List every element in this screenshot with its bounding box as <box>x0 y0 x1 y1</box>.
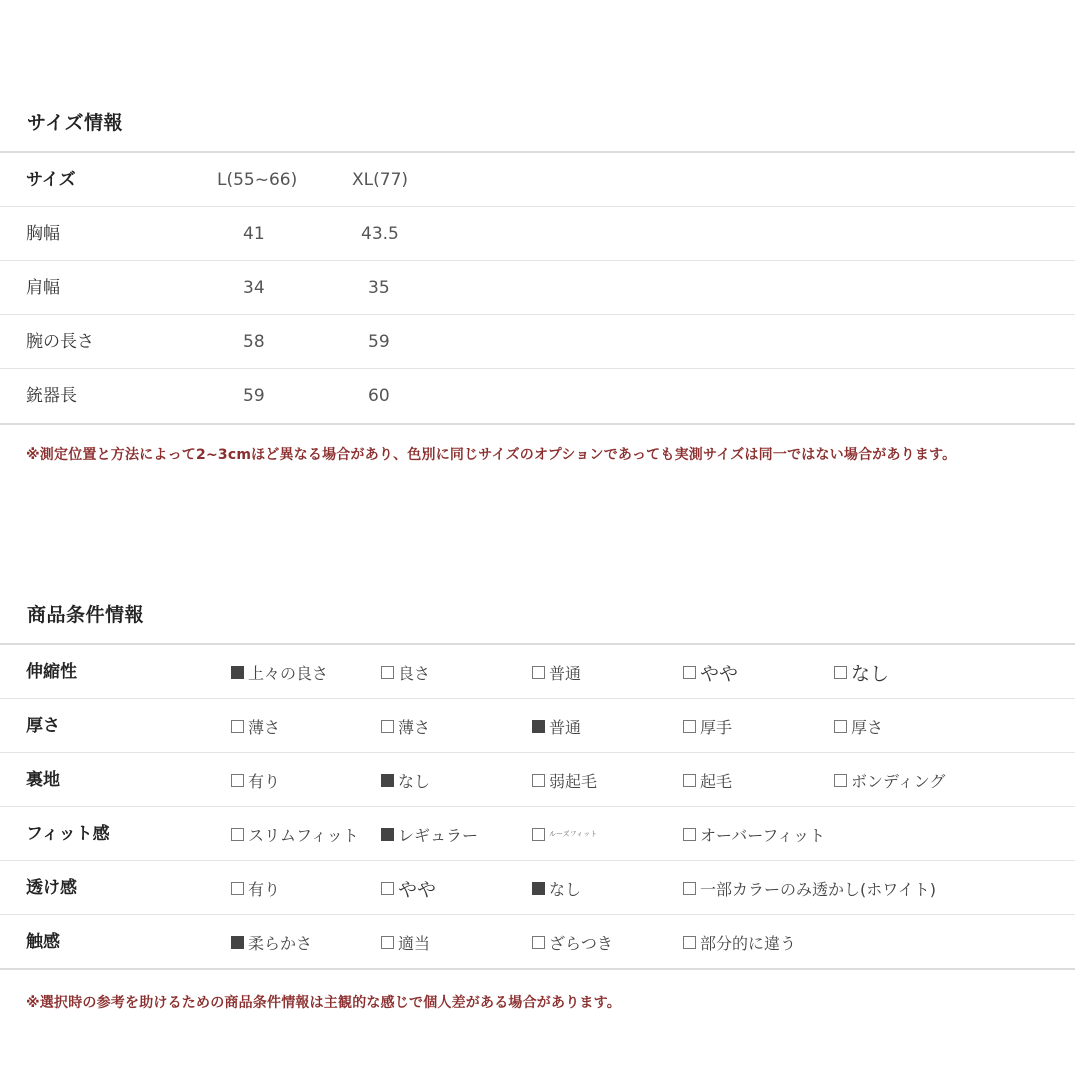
condition-row-label: 伸縮性 <box>26 662 77 682</box>
condition-option <box>532 753 597 807</box>
size-header-col2: XL(77) <box>352 170 409 190</box>
size-header-row <box>0 153 1075 207</box>
condition-option-label: 部分的に違う <box>700 933 797 953</box>
unchecked-box-icon <box>834 774 847 787</box>
size-row <box>0 369 1075 423</box>
condition-option-label: 柔らかさ <box>248 933 313 953</box>
size-row-value-l: 34 <box>243 278 265 298</box>
condition-option-label: 上々の良さ <box>248 663 329 683</box>
condition-option <box>834 645 889 699</box>
condition-option-label: 起毛 <box>700 771 733 791</box>
condition-option-label: なし <box>851 662 890 685</box>
condition-option <box>834 753 945 807</box>
condition-option <box>683 753 732 807</box>
checked-box-icon <box>231 666 244 679</box>
condition-option <box>532 915 613 969</box>
condition-option <box>834 699 883 753</box>
size-row-value-xl: 43.5 <box>361 224 399 244</box>
unchecked-box-icon <box>834 666 847 679</box>
size-row <box>0 207 1075 261</box>
size-row-label: 銃器長 <box>26 386 77 406</box>
condition-option-label: オーバーフィット <box>700 825 826 845</box>
condition-option <box>231 645 328 699</box>
size-row-value-l: 59 <box>243 386 265 406</box>
unchecked-box-icon <box>532 666 545 679</box>
size-row-value-xl: 35 <box>368 278 390 298</box>
checked-box-icon <box>532 882 545 895</box>
condition-option-label: 薄さ <box>398 717 431 737</box>
condition-option <box>231 753 280 807</box>
size-row <box>0 315 1075 369</box>
condition-option <box>381 753 430 807</box>
condition-option <box>532 807 597 861</box>
condition-option-label: 普通 <box>549 663 582 683</box>
size-row-label: 肩幅 <box>26 278 60 298</box>
condition-row-label: 透け感 <box>26 878 77 898</box>
unchecked-box-icon <box>532 828 545 841</box>
unchecked-box-icon <box>683 774 696 787</box>
condition-option <box>532 861 581 915</box>
condition-option-label: スリムフィット <box>248 825 359 845</box>
size-row-label: 胸幅 <box>26 224 60 244</box>
condition-option-label: ざらつき <box>549 933 613 953</box>
condition-row <box>0 807 1075 861</box>
condition-option-label: 有り <box>248 771 281 791</box>
condition-option-label: なし <box>549 879 582 899</box>
condition-option <box>683 861 936 915</box>
unchecked-box-icon <box>683 936 696 949</box>
unchecked-box-icon <box>231 720 244 733</box>
condition-section-title: 商品条件情報 <box>27 604 145 626</box>
unchecked-box-icon <box>231 882 244 895</box>
unchecked-box-icon <box>683 666 696 679</box>
condition-note: ※選択時の参考を助けるための商品条件情報は主観的な感じで個人差がある場合があります。 <box>26 995 621 1011</box>
size-row-value-l: 58 <box>243 332 265 352</box>
condition-option <box>231 807 359 861</box>
condition-option-label: やや <box>700 662 739 685</box>
size-row <box>0 261 1075 315</box>
condition-row-label: 厚さ <box>26 716 60 736</box>
condition-option-label: ボンディング <box>851 771 946 791</box>
condition-option <box>231 699 280 753</box>
condition-option <box>381 807 478 861</box>
checked-box-icon <box>231 936 244 949</box>
checked-box-icon <box>381 828 394 841</box>
condition-option-label: 弱起毛 <box>549 771 598 791</box>
condition-row <box>0 861 1075 915</box>
unchecked-box-icon <box>231 828 244 841</box>
condition-option-label: 有り <box>248 879 281 899</box>
divider <box>0 968 1075 970</box>
condition-option-label: 薄さ <box>248 717 281 737</box>
condition-row <box>0 915 1075 969</box>
condition-option <box>381 915 430 969</box>
unchecked-box-icon <box>231 774 244 787</box>
unchecked-box-icon <box>381 666 394 679</box>
condition-row-label: 裏地 <box>26 770 60 790</box>
size-note: ※測定位置と方法によって2~3cmほど異なる場合があり、色別に同じサイズのオプションであっても実測サイズは同一ではない場合があります。 <box>26 447 957 463</box>
condition-option <box>683 699 732 753</box>
condition-option <box>532 699 581 753</box>
condition-option-label: 厚手 <box>700 717 733 737</box>
condition-row <box>0 645 1075 699</box>
unchecked-box-icon <box>834 720 847 733</box>
condition-row-label: フィット感 <box>26 824 110 844</box>
size-header-col1: L(55~66) <box>217 170 298 190</box>
unchecked-box-icon <box>683 828 696 841</box>
condition-option <box>683 645 738 699</box>
unchecked-box-icon <box>381 936 394 949</box>
condition-option <box>381 699 430 753</box>
condition-option <box>231 915 312 969</box>
condition-option-label: 良さ <box>398 663 431 683</box>
unchecked-box-icon <box>683 720 696 733</box>
condition-option <box>381 861 436 915</box>
unchecked-box-icon <box>381 720 394 733</box>
unchecked-box-icon <box>381 882 394 895</box>
checked-box-icon <box>532 720 545 733</box>
condition-option <box>683 915 796 969</box>
condition-option-label: なし <box>398 771 431 791</box>
condition-option <box>532 645 581 699</box>
condition-option <box>683 807 825 861</box>
size-row-value-xl: 60 <box>368 386 390 406</box>
condition-option-label: ルーズフィット <box>549 830 598 838</box>
checked-box-icon <box>381 774 394 787</box>
condition-row <box>0 699 1075 753</box>
unchecked-box-icon <box>532 774 545 787</box>
condition-option-label: 適当 <box>398 933 431 953</box>
size-header-label: サイズ <box>26 170 76 190</box>
size-row-label: 腕の長さ <box>26 332 94 352</box>
condition-row-label: 触感 <box>26 932 60 952</box>
unchecked-box-icon <box>683 882 696 895</box>
condition-option-label: レギュラー <box>398 825 479 845</box>
size-section-title: サイズ情報 <box>27 112 123 134</box>
size-row-value-xl: 59 <box>368 332 390 352</box>
condition-option <box>231 861 280 915</box>
size-row-value-l: 41 <box>243 224 265 244</box>
divider <box>0 423 1075 425</box>
condition-option <box>381 645 430 699</box>
unchecked-box-icon <box>532 936 545 949</box>
condition-option-label: 一部カラーのみ透かし(ホワイト) <box>700 879 937 899</box>
condition-option-label: 普通 <box>549 717 582 737</box>
condition-row <box>0 753 1075 807</box>
condition-option-label: 厚さ <box>851 717 884 737</box>
condition-option-label: やや <box>398 878 437 901</box>
